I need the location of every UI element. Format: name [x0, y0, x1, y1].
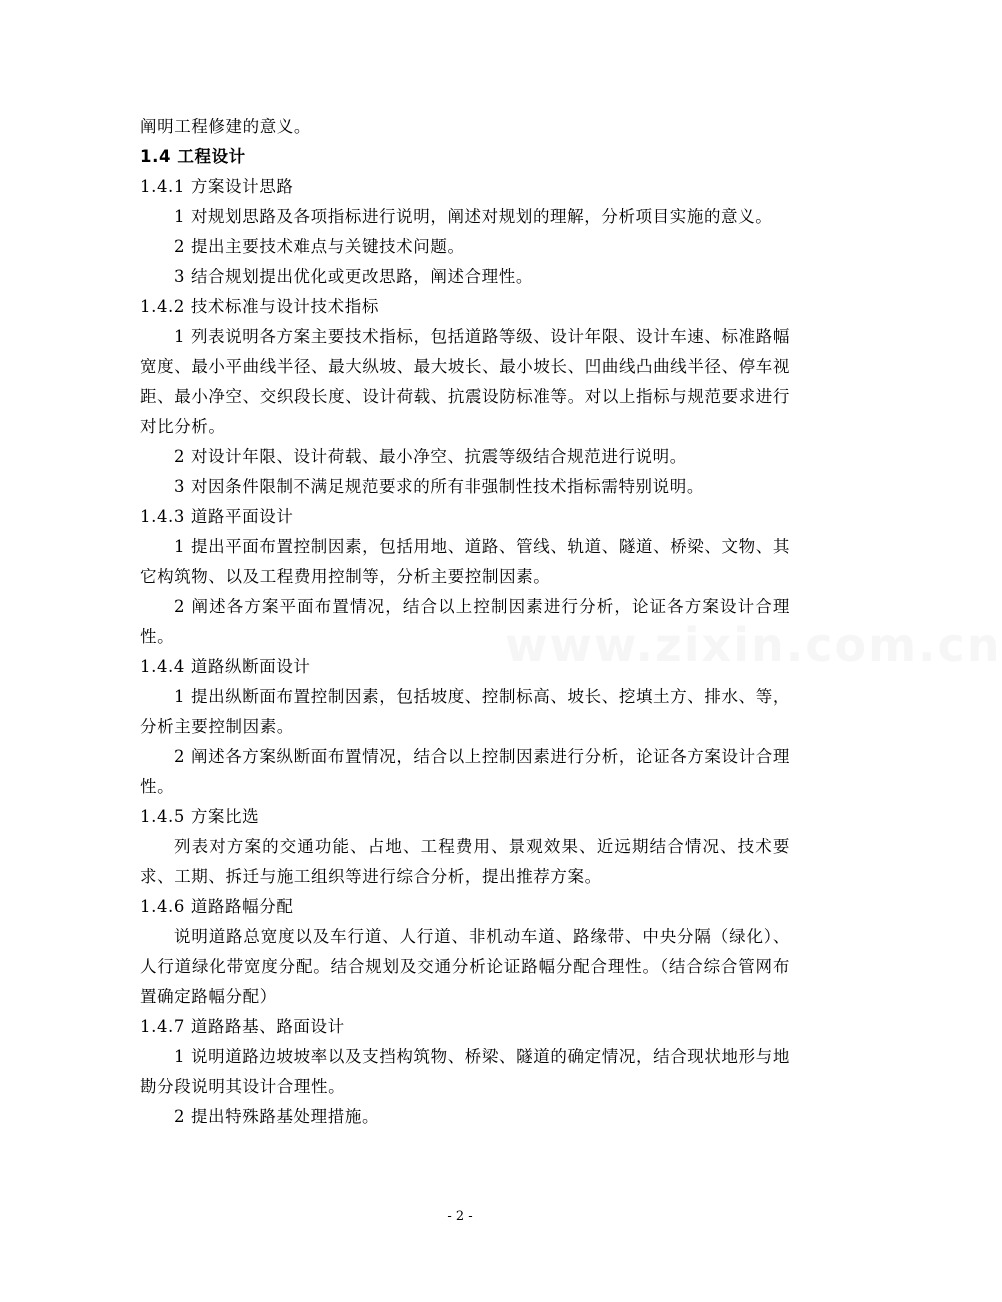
- page-number: - 2 -: [447, 1209, 473, 1224]
- paragraph: 2 阐述各方案平面布置情况，结合以上控制因素进行分析，论证各方案设计合理性。: [140, 597, 790, 646]
- paragraph: 2 提出特殊路基处理措施。: [174, 1107, 380, 1126]
- paragraph: 1 提出平面布置控制因素，包括用地、道路、管线、轨道、隧道、桥梁、文物、其它构筑物、以及工程费用控制等，分析主要控制因素。: [140, 537, 790, 586]
- section-heading: 1.4 工程设计: [140, 147, 246, 166]
- watermark: www.zixin.com.cn: [505, 618, 1002, 672]
- document-body: [140, 112, 790, 1132]
- paragraph: 3 结合规划提出优化或更改思路，阐述合理性。: [174, 267, 533, 286]
- paragraph: 2 对设计年限、设计荷载、最小净空、抗震等级结合规范进行说明。: [174, 447, 687, 466]
- subsection-heading: 1.4.3 道路平面设计: [140, 507, 294, 526]
- paragraph: 阐明工程修建的意义。: [140, 117, 311, 136]
- paragraph: 2 提出主要技术难点与关键技术问题。: [174, 237, 465, 256]
- paragraph: 1 提出纵断面布置控制因素，包括坡度、控制标高、坡长、挖填土方、排水、等，分析主要控制因素。: [140, 687, 790, 736]
- paragraph: 2 阐述各方案纵断面布置情况，结合以上控制因素进行分析，论证各方案设计合理性。: [140, 747, 790, 796]
- subsection-heading: 1.4.1 方案设计思路: [140, 177, 294, 196]
- subsection-heading: 1.4.2 技术标准与设计技术指标: [140, 297, 379, 316]
- subsection-heading: 1.4.5 方案比选: [140, 807, 260, 826]
- paragraph: 说明道路总宽度以及车行道、人行道、非机动车道、路缘带、中央分隔（绿化）、人行道绿化带宽度分配。结合规划及交通分析论证路幅分配合理性。（结合综合管网布置确定路幅分配）: [140, 927, 790, 1006]
- paragraph: 3 对因条件限制不满足规范要求的所有非强制性技术指标需特别说明。: [174, 477, 704, 496]
- paragraph: 列表对方案的交通功能、占地、工程费用、景观效果、近远期结合情况、技术要求、工期、拆迁与施工组织等进行综合分析，提出推荐方案。: [140, 837, 790, 886]
- subsection-heading: 1.4.6 道路路幅分配: [140, 897, 294, 916]
- paragraph: 1 说明道路边坡坡率以及支挡构筑物、桥梁、隧道的确定情况，结合现状地形与地勘分段说明其设计合理性。: [140, 1047, 790, 1096]
- subsection-heading: 1.4.7 道路路基、路面设计: [140, 1017, 345, 1036]
- paragraph: 1 列表说明各方案主要技术指标，包括道路等级、设计年限、设计车速、标准路幅宽度、最小平曲线半径、最大纵坡、最大坡长、最小坡长、凹曲线凸曲线半径、停车视距、最小净空、交织段长度、设计荷载、抗震设防标准等。对以上指标与规范要求进行对比分析。: [140, 327, 790, 436]
- subsection-heading: 1.4.4 道路纵断面设计: [140, 657, 311, 676]
- paragraph: 1 对规划思路及各项指标进行说明，阐述对规划的理解，分析项目实施的意义。: [174, 207, 773, 226]
